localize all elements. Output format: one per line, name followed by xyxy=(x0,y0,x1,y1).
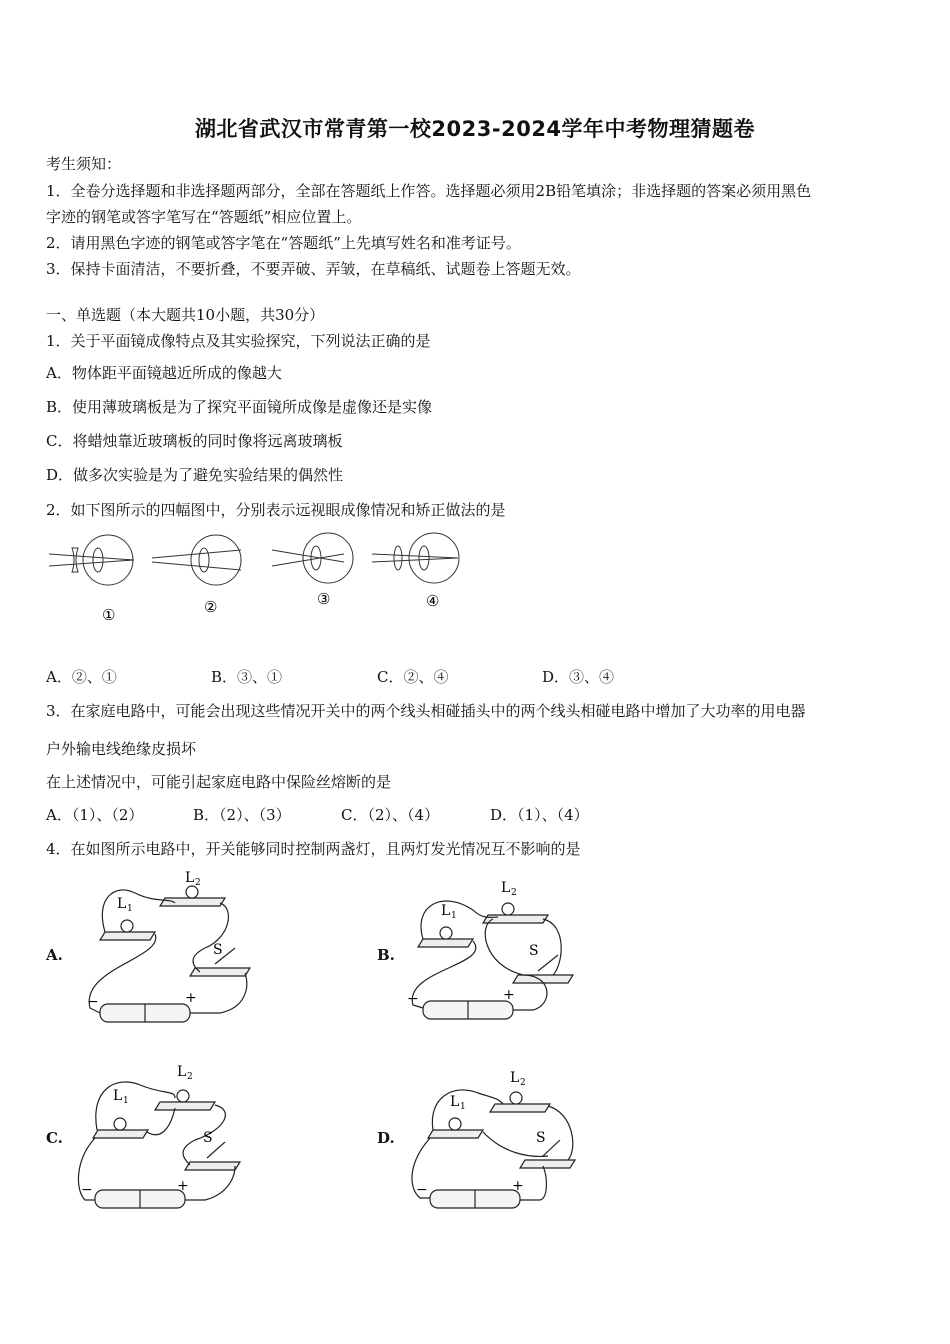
figure-label-1: ① xyxy=(102,606,116,624)
figure-label-4: ④ xyxy=(426,592,440,610)
eye-diagrams-figure xyxy=(44,528,474,628)
circuit-a-minus-label: − xyxy=(87,994,99,1010)
circuit-d-l2-label: L xyxy=(510,1070,520,1086)
question-2-option-b: B．③、① xyxy=(211,668,283,686)
circuit-option-a-label: A. xyxy=(46,946,63,964)
circuit-c-minus-label: − xyxy=(81,1182,93,1198)
circuit-d-minus-label: − xyxy=(416,1182,428,1198)
circuit-b-plus-label: + xyxy=(503,987,515,1003)
circuit-c-plus-label: + xyxy=(177,1178,189,1194)
circuit-b-switch-label: S xyxy=(529,943,539,959)
figure-label-2: ② xyxy=(204,598,218,616)
question-3-stem-cont: 在上述情况中，可能引起家庭电路中保险丝熔断的是 xyxy=(46,773,392,791)
circuit-a-l2-sub: 2 xyxy=(195,878,201,888)
circuit-c-l2-label: L xyxy=(177,1064,187,1080)
circuit-option-d-label: D. xyxy=(377,1129,395,1147)
question-3-stem-cont: 户外输电线绝缘皮损坏 xyxy=(46,740,197,758)
section-heading: 一、单选题（本大题共10小题，共30分） xyxy=(46,306,325,324)
circuit-a-switch-label: S xyxy=(213,942,223,958)
question-2-option-c: C．②、④ xyxy=(377,668,449,686)
question-2-option-d: D．③、④ xyxy=(542,668,615,686)
question-1-option-c: C．将蜡烛靠近玻璃板的同时像将远离玻璃板 xyxy=(46,432,343,450)
circuit-b-l2-label: L xyxy=(501,880,511,896)
circuit-c-switch-label: S xyxy=(203,1130,213,1146)
circuit-diagram-d xyxy=(408,1068,583,1220)
notice-item: 2．请用黑色字迹的钢笔或答字笔在“答题纸”上先填写姓名和准考证号。 xyxy=(46,234,521,252)
circuit-b-l1-label: L xyxy=(441,903,451,919)
circuit-b-l1-sub: 1 xyxy=(451,911,457,921)
circuit-option-c-label: C. xyxy=(46,1129,63,1147)
question-3-option-a: A．（1）、（2） xyxy=(46,806,144,824)
circuit-d-l1-sub: 1 xyxy=(460,1102,466,1112)
question-2-stem: 2．如下图所示的四幅图中，分别表示远视眼成像情况和矫正做法的是 xyxy=(46,501,506,519)
notice-item: 字迹的钢笔或答字笔写在“答题纸”相应位置上。 xyxy=(46,208,362,226)
question-3-option-b: B．（2）、（3） xyxy=(193,806,291,824)
eye-diagram-1 xyxy=(49,535,134,585)
page-title: 湖北省武汉市常青第一校2023-2024学年中考物理猜题卷 xyxy=(194,117,756,141)
circuit-diagram-a xyxy=(75,868,260,1030)
question-3-option-d: D．（1）、（4） xyxy=(490,806,589,824)
question-1-option-a: A．物体距平面镜越近所成的像越大 xyxy=(46,364,282,382)
question-4-stem: 4．在如图所示电路中，开关能够同时控制两盏灯，且两灯发光情况互不影响的是 xyxy=(46,840,581,858)
circuit-d-switch-label: S xyxy=(536,1130,546,1146)
question-3-option-c: C．（2）、（4） xyxy=(341,806,440,824)
eye-diagram-3 xyxy=(272,533,353,583)
eye-diagram-4 xyxy=(372,533,459,583)
circuit-a-l1-label: L xyxy=(117,896,127,912)
circuit-d-l1-label: L xyxy=(450,1094,460,1110)
circuit-diagram-c xyxy=(75,1060,245,1220)
question-1-option-d: D．做多次实验是为了避免实验结果的偶然性 xyxy=(46,466,344,484)
notice-item: 1．全卷分选择题和非选择题两部分，全部在答题纸上作答。选择题必须用2B铅笔填涂；非选择题的答案必须用黑色 xyxy=(46,182,812,200)
circuit-diagram-b xyxy=(403,875,583,1030)
question-1-stem: 1．关于平面镜成像特点及其实验探究，下列说法正确的是 xyxy=(46,332,431,350)
circuit-a-l2-label: L xyxy=(185,870,195,886)
circuit-c-l1-label: L xyxy=(113,1088,123,1104)
question-3-stem: 3．在家庭电路中，可能会出现这些情况开关中的两个线头相碰插头中的两个线头相碰电路中增加了大功率的用电器 xyxy=(46,702,806,720)
figure-label-3: ③ xyxy=(317,590,331,608)
notice-heading: 考生须知： xyxy=(46,155,122,173)
circuit-a-l1-sub: 1 xyxy=(127,904,133,914)
notice-item: 3．保持卡面清洁，不要折叠，不要弄破、弄皱，在草稿纸、试题卷上答题无效。 xyxy=(46,260,581,278)
circuit-b-l2-sub: 2 xyxy=(511,888,517,898)
circuit-d-l2-sub: 2 xyxy=(520,1078,526,1088)
circuit-c-l2-sub: 2 xyxy=(187,1072,193,1082)
circuit-b-minus-label: − xyxy=(407,991,419,1007)
eye-diagram-2 xyxy=(152,535,241,585)
circuit-a-plus-label: + xyxy=(185,990,197,1006)
question-2-option-a: A．②、① xyxy=(46,668,117,686)
circuit-option-b-label: B. xyxy=(377,946,395,964)
circuit-c-l1-sub: 1 xyxy=(123,1096,129,1106)
question-1-option-b: B．使用薄玻璃板是为了探究平面镜所成像是虚像还是实像 xyxy=(46,398,433,416)
circuit-d-plus-label: + xyxy=(512,1178,524,1194)
